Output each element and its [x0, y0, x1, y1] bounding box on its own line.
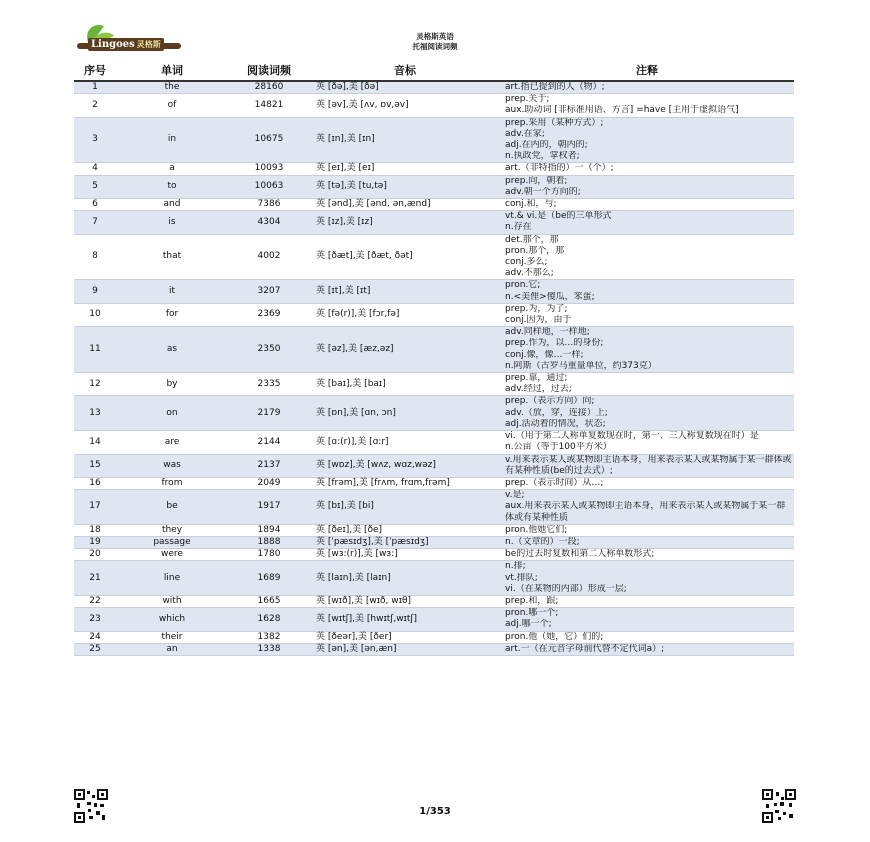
document-title: [380, 32, 490, 52]
gloss-line: det.那个，那: [505, 234, 559, 245]
row-gloss: [500, 478, 794, 489]
row-gloss: [500, 608, 794, 630]
row-word: for: [165, 309, 179, 320]
lingoes-logo: [74, 20, 184, 54]
gloss-line: pron.它;: [505, 280, 541, 291]
table-row: [74, 632, 794, 644]
table-row: [74, 163, 794, 175]
row-gloss: [500, 455, 794, 477]
row-frequency: 10063: [254, 181, 284, 192]
row-number: 4: [92, 163, 98, 174]
gloss-line: aux.用来表示某人或某物即主语本身，用来表示某人或某物属于某一群体或有某种性质: [505, 501, 786, 523]
row-phonetic: 英 [ən],美 [ən,æn]: [316, 643, 397, 654]
row-number: 7: [92, 216, 98, 227]
table-header: [74, 60, 794, 82]
gloss-line: prep.靠，通过;: [505, 373, 568, 384]
gloss-line: art.指已提到的人（物）;: [505, 82, 605, 92]
gloss-line: prep.向，朝着;: [505, 175, 568, 186]
qr-code-right: [762, 789, 796, 823]
row-frequency: 1382: [257, 631, 281, 642]
row-word: a: [169, 163, 175, 174]
row-number: 24: [89, 631, 101, 642]
row-phonetic: 英 [ɪz],美 [ɪz]: [316, 216, 373, 227]
logo-wordmark: Lingoes 灵格斯: [88, 38, 164, 51]
row-frequency: 14821: [254, 99, 284, 110]
qr-code-icon: [762, 789, 796, 823]
qr-code-icon: [74, 789, 108, 823]
row-frequency: 1628: [257, 613, 281, 624]
row-phonetic: 英 [əv],美 [ʌv, ɒv,əv]: [316, 99, 409, 110]
gloss-line: conj.像，像…一样;: [505, 349, 584, 360]
row-word: it: [168, 286, 176, 297]
row-phonetic: 英 [ɪn],美 [ɪn]: [316, 134, 375, 145]
gloss-line: adv.同样地，一样地;: [505, 327, 590, 338]
row-frequency: 1665: [257, 595, 281, 606]
table-row: [74, 537, 794, 549]
gloss-line: pron.他（她，它）们的;: [505, 631, 604, 642]
header-number: 序号: [84, 64, 106, 77]
gloss-line: be的过去时复数和第二人称单数形式;: [505, 549, 655, 560]
row-phonetic: 英 [bɪ],美 [bi]: [316, 501, 374, 512]
row-frequency: 2179: [257, 407, 281, 418]
row-number: 6: [92, 199, 98, 210]
gloss-line: n.存在: [505, 222, 532, 233]
gloss-line: conj.因为，由于: [505, 315, 572, 326]
row-gloss: [500, 94, 794, 116]
row-gloss: [500, 490, 794, 524]
table-row: [74, 596, 794, 608]
gloss-line: pron.哪一个;: [505, 608, 559, 619]
row-frequency: 1894: [257, 524, 281, 535]
word-frequency-table: [74, 60, 794, 656]
row-phonetic: 英 [wɪð],美 [wɪð, wɪθ]: [316, 595, 411, 606]
table-row: [74, 644, 794, 656]
header-frequency: 阅读词频: [247, 64, 291, 77]
table-row: [74, 525, 794, 537]
table-row: [74, 280, 794, 303]
row-number: 9: [92, 286, 98, 297]
row-number: 23: [89, 613, 101, 624]
gloss-line: adj.在内的，朝内的;: [505, 140, 588, 151]
table-row: [74, 327, 794, 373]
row-number: 2: [92, 99, 98, 110]
row-gloss: [500, 431, 794, 453]
row-frequency: 1780: [257, 549, 281, 560]
gloss-line: pron.那个，那: [505, 245, 565, 256]
gloss-line: prep.采用（某种方式）;: [505, 117, 604, 128]
row-word: which: [158, 613, 186, 624]
gloss-line: v.是;: [505, 490, 525, 501]
row-word: by: [166, 378, 178, 389]
row-number: 20: [89, 549, 101, 560]
row-word: with: [162, 595, 182, 606]
header-gloss: 注释: [636, 64, 658, 77]
gloss-line: prep.关于;: [505, 94, 550, 105]
row-number: 19: [89, 536, 101, 547]
row-number: 22: [89, 595, 101, 606]
row-frequency: 10675: [254, 134, 284, 145]
row-number: 8: [92, 251, 98, 262]
row-phonetic: 英 [ðeɪ],美 [ðe]: [316, 524, 383, 535]
row-phonetic: 英 [tə],美 [tu,tə]: [316, 181, 387, 192]
row-number: 12: [89, 378, 101, 389]
gloss-line: prep.和，跟;: [505, 595, 559, 606]
row-gloss: [500, 163, 794, 174]
title-line-1: 灵格斯英语: [416, 32, 454, 41]
gloss-line: n.（文章的）一段;: [505, 536, 580, 547]
row-number: 15: [89, 460, 101, 471]
row-word: were: [161, 549, 183, 560]
row-frequency: 2137: [257, 460, 281, 471]
row-word: to: [167, 181, 177, 192]
row-gloss: [500, 561, 794, 595]
row-frequency: 1888: [257, 536, 281, 547]
row-frequency: 1917: [257, 501, 281, 512]
row-gloss: [500, 235, 794, 280]
row-word: are: [164, 436, 180, 447]
row-word: was: [163, 460, 181, 471]
row-word: from: [161, 477, 183, 488]
gloss-line: conj.多么;: [505, 257, 548, 268]
row-phonetic: 英 [baɪ],美 [baɪ]: [316, 378, 386, 389]
row-number: 21: [89, 572, 101, 583]
row-gloss: [500, 211, 794, 233]
row-gloss: [500, 176, 794, 198]
row-frequency: 2144: [257, 436, 281, 447]
row-number: 18: [89, 524, 101, 535]
row-word: the: [164, 82, 180, 92]
row-phonetic: 英 [frəm],美 [frʌm, frɑm,frəm]: [316, 477, 450, 488]
row-gloss: [500, 525, 794, 536]
row-word: an: [166, 643, 178, 654]
qr-code-left: [74, 789, 108, 823]
row-word: that: [162, 251, 182, 262]
row-phonetic: 英 [wɪtʃ],美 [hwɪtʃ,wɪtʃ]: [316, 613, 417, 624]
row-gloss: [500, 280, 794, 302]
row-phonetic: 英 [ɪt],美 [ɪt]: [316, 286, 371, 297]
row-frequency: 10093: [254, 163, 284, 174]
header-word: 单词: [161, 64, 183, 77]
gloss-line: n.公亩（等于100平方米）: [505, 442, 612, 453]
row-phonetic: 英 [ənd],美 [ənd, ən,ænd]: [316, 199, 431, 210]
row-gloss: [500, 327, 794, 372]
row-phonetic: 英 [ˈpæsɪdʒ],美 [ˈpæsɪdʒ]: [316, 536, 429, 547]
gloss-line: v.用来表示某人或某物即主语本身，用来表示某人或某物属于某一群体或有某种性质(be的过去式）;: [505, 454, 792, 476]
table-row: [74, 211, 794, 234]
row-phonetic: 英 [fə(r)],美 [fɔr,fə]: [316, 309, 400, 320]
table-body: [74, 82, 794, 656]
row-gloss: [500, 644, 794, 655]
row-word: passage: [153, 536, 191, 547]
row-phonetic: 英 [ðæt],美 [ðæt, ðət]: [316, 251, 413, 262]
row-word: in: [167, 134, 177, 145]
row-gloss: [500, 373, 794, 395]
gloss-line: aux.助动词 [非标准用语、方言] =have [主用于虚拟语气]: [505, 105, 739, 116]
row-number: 11: [89, 344, 101, 355]
row-frequency: 7386: [257, 199, 281, 210]
table-row: [74, 94, 794, 117]
table-row: [74, 176, 794, 199]
gloss-line: vt.& vi.是（be的三单形式: [505, 211, 612, 222]
gloss-line: vi.（用于第二人称单复数现在时，第一、三人称复数现在时）是: [505, 431, 759, 442]
gloss-line: adj.哪一个;: [505, 619, 552, 630]
row-frequency: 2049: [257, 477, 281, 488]
table-row: [74, 608, 794, 631]
row-number: 25: [89, 643, 101, 654]
table-row: [74, 490, 794, 525]
gloss-line: n.<美俚>傻瓜，笨蛋;: [505, 291, 595, 302]
table-row: [74, 304, 794, 327]
page-number: 1/353: [419, 806, 451, 817]
table-row: [74, 118, 794, 164]
row-number: 3: [92, 134, 98, 145]
gloss-line: prep.（表示方向）向;: [505, 396, 595, 407]
row-frequency: 2335: [257, 378, 281, 389]
table-row: [74, 396, 794, 431]
gloss-line: prep.作为，以…的身份;: [505, 338, 604, 349]
title-line-2: 托福阅读词频: [412, 42, 458, 51]
row-number: 14: [89, 436, 101, 447]
row-word: line: [163, 572, 181, 583]
gloss-line: adv.朝一个方向的;: [505, 186, 581, 197]
row-gloss: [500, 199, 794, 210]
gloss-line: n.执政党，掌权者;: [505, 151, 580, 162]
row-word: their: [161, 631, 183, 642]
gloss-line: adv.（放，穿，连接）上;: [505, 407, 608, 418]
row-frequency: 2350: [257, 344, 281, 355]
gloss-line: prep.为，为了;: [505, 303, 568, 314]
row-gloss: [500, 118, 794, 163]
table-row: [74, 431, 794, 454]
table-row: [74, 549, 794, 561]
row-word: they: [161, 524, 183, 535]
gloss-line: n.排;: [505, 561, 526, 572]
gloss-line: pron.他她它们;: [505, 524, 568, 535]
row-word: of: [167, 99, 177, 110]
row-phonetic: 英 [əz],美 [æz,əz]: [316, 344, 394, 355]
row-word: and: [163, 199, 181, 210]
gloss-line: n.阿斯（古罗马重量单位，约373克）: [505, 360, 657, 371]
table-row: [74, 455, 794, 478]
gloss-line: adj.活动着的情况，状态;: [505, 418, 606, 429]
row-frequency: 28160: [254, 82, 284, 92]
row-frequency: 4002: [257, 251, 281, 262]
row-frequency: 1689: [257, 572, 281, 583]
gloss-line: adv.不那么;: [505, 268, 554, 279]
row-phonetic: 英 [ɒn],美 [ɑn, ɔn]: [316, 407, 396, 418]
gloss-line: art.（非特指的）一（个）;: [505, 163, 614, 174]
row-gloss: [500, 537, 794, 548]
row-phonetic: 英 [ðeər],美 [ðer]: [316, 631, 392, 642]
gloss-line: adv.在家;: [505, 128, 545, 139]
row-number: 17: [89, 501, 101, 512]
row-word: be: [166, 501, 178, 512]
table-row: [74, 82, 794, 94]
table-row: [74, 561, 794, 596]
row-number: 5: [92, 181, 98, 192]
table-row: [74, 235, 794, 281]
row-phonetic: 英 [eɪ],美 [eɪ]: [316, 163, 375, 174]
table-row: [74, 478, 794, 490]
row-phonetic: 英 [laɪn],美 [laɪn]: [316, 572, 391, 583]
gloss-line: vi.（在某物的内部）形成一层;: [505, 583, 627, 594]
gloss-line: prep.（表示时间）从…;: [505, 477, 604, 488]
row-number: 10: [89, 309, 101, 320]
header-phonetic: 音标: [394, 64, 416, 77]
row-frequency: 1338: [257, 643, 281, 654]
row-number: 16: [89, 477, 101, 488]
row-phonetic: 英 [wɜ:(r)],美 [wɜ:]: [316, 549, 398, 560]
row-word: is: [168, 216, 176, 227]
row-gloss: [500, 304, 794, 326]
gloss-line: conj.和，与;: [505, 199, 557, 210]
row-frequency: 4304: [257, 216, 281, 227]
table-row: [74, 199, 794, 211]
row-gloss: [500, 549, 794, 560]
gloss-line: vt.排队;: [505, 572, 538, 583]
row-number: 1: [92, 82, 98, 92]
row-word: as: [166, 344, 178, 355]
row-number: 13: [89, 407, 101, 418]
table-row: [74, 373, 794, 396]
row-phonetic: 英 [wɒz],美 [wʌz, wɑz,wəz]: [316, 460, 436, 471]
row-frequency: 2369: [257, 309, 281, 320]
row-word: on: [166, 407, 178, 418]
row-frequency: 3207: [257, 286, 281, 297]
row-gloss: [500, 596, 794, 607]
gloss-line: art.一（在元音字母前代替不定代词a）;: [505, 643, 665, 654]
row-phonetic: 英 [ɑ:(r)],美 [ɑ:r]: [316, 436, 389, 447]
row-gloss: [500, 396, 794, 430]
row-gloss: [500, 632, 794, 643]
row-gloss: [500, 82, 794, 93]
row-phonetic: 英 [ðə],美 [ðə]: [316, 82, 379, 92]
gloss-line: adv.经过，过去;: [505, 384, 572, 395]
